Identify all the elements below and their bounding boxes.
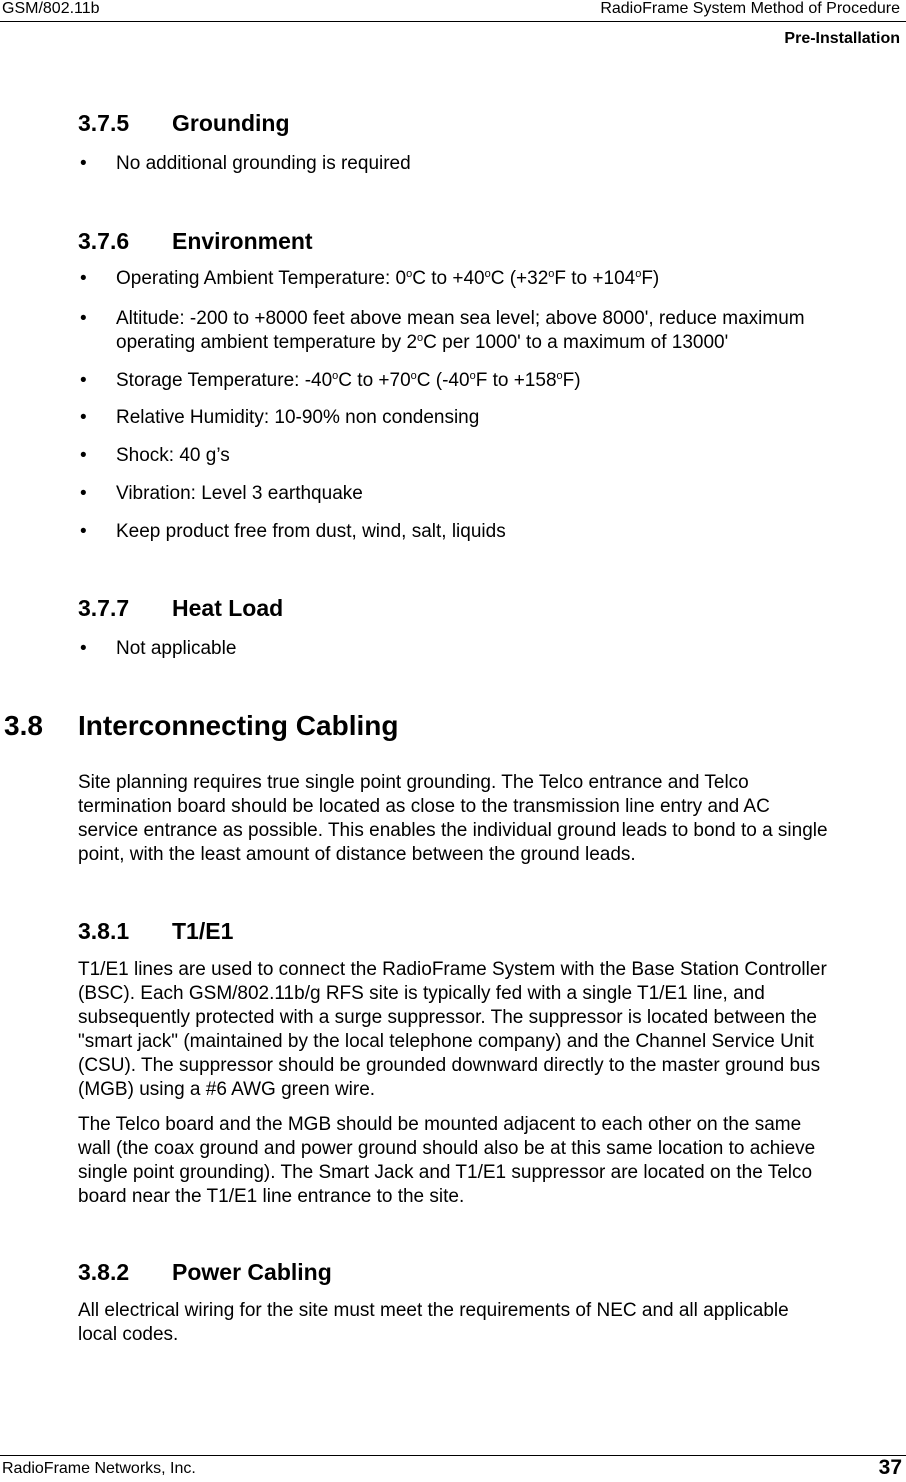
- heading-3-7-7: [78, 595, 283, 622]
- heading-number: 3.7.6: [78, 228, 130, 254]
- bullet-icon: •: [80, 268, 87, 289]
- bullet-text: Keep product free from dust, wind, salt, liquids: [116, 521, 506, 542]
- bullet-icon: •: [80, 308, 87, 329]
- heading-3-7-6: [78, 228, 313, 255]
- bullet-icon: •: [80, 483, 87, 504]
- bullet-text: Not applicable: [116, 638, 237, 659]
- heading-number: 3.8.1: [78, 918, 130, 944]
- heading-title: Interconnecting Cabling: [78, 710, 399, 741]
- bullet-text: Storage Temperature: -40$^o$C to $+70^oC$ (-40$^o$F to $+158^oF$): [116, 370, 581, 391]
- heading-3-8: [4, 710, 398, 742]
- bullet-icon: •: [80, 521, 87, 542]
- header-section-name: Pre-Installation: [784, 30, 900, 47]
- page-number: 37: [878, 1456, 902, 1479]
- heading-title: Grounding: [172, 110, 290, 136]
- heading-title: Power Cabling: [172, 1259, 332, 1285]
- header-doc-id: GSM/802.11b: [2, 0, 100, 17]
- bullet-text: Relative Humidity: 10-90% non condensing: [116, 407, 480, 428]
- heading-title: T1/E1: [172, 918, 234, 944]
- header-doc-title: RadioFrame System Method of Procedure: [600, 0, 900, 17]
- bullet-icon: •: [80, 445, 87, 466]
- heading-number: 3.7.5: [78, 110, 130, 136]
- bullet-text: Altitude: -200 to +8000 feet above mean sea level; above 8000', reduce maximum operating ambient temperature by 2$^o$C per 1000' to a maximum of 13000': [116, 308, 805, 353]
- paragraph: T1/E1 lines are used to connect the RadioFrame System with the Base Station Controller (BSC). Each GSM/802.11b/g RFS site is typically fed with a single T1/E1 line, and subsequently protected with a surge suppressor. The suppressor is located between the "smart jack" (maintained by the local telephone company) and the Channel Service Unit (CSU). The suppressor should be grounded downward directly to the master ground bus (MGB) using a #6 AWG green wire.: [78, 959, 827, 1100]
- bullet-text: Vibration: Level 3 earthquake: [116, 483, 363, 504]
- heading-title: Heat Load: [172, 595, 284, 621]
- footer-divider: [0, 1455, 906, 1456]
- heading-3-8-2: [78, 1259, 332, 1286]
- heading-3-8-1: [78, 918, 233, 945]
- heading-3-7-5: [78, 110, 290, 137]
- heading-number: 3.8: [4, 710, 43, 741]
- paragraph: All electrical wiring for the site must meet the requirements of NEC and all applicable local codes.: [78, 1300, 789, 1345]
- bullet-icon: •: [80, 370, 87, 391]
- bullet-text: Shock: 40 g’s: [116, 445, 230, 466]
- paragraph: Site planning requires true single point grounding. The Telco entrance and Telco termination board should be located as close to the transmission line entry and AC service entrance as possible. This enables the individual ground leads to bond to a single point, with the least amount of distance between the ground leads.: [78, 772, 828, 865]
- heading-title: Environment: [172, 228, 313, 254]
- bullet-icon: •: [80, 407, 87, 428]
- header-divider: [0, 21, 906, 22]
- footer-company: RadioFrame Networks, Inc.: [2, 1460, 196, 1477]
- bullet-text: No additional grounding is required: [116, 153, 411, 174]
- heading-number: 3.8.2: [78, 1259, 130, 1285]
- heading-number: 3.7.7: [78, 595, 130, 621]
- bullet-text: Operating Ambient Temperature: 0$^o$C to $+40^oC$ ($+32^oF$ to $+104^oF$): [116, 268, 660, 289]
- bullet-icon: •: [80, 638, 87, 659]
- bullet-icon: •: [80, 153, 87, 174]
- paragraph: The Telco board and the MGB should be mounted adjacent to each other on the same wall (the coax ground and power ground should also be at this same location to achieve single point grounding). The Smart Jack and T1/E1 suppressor are located on the Telco board near the T1/E1 line entrance to the site.: [78, 1114, 816, 1207]
